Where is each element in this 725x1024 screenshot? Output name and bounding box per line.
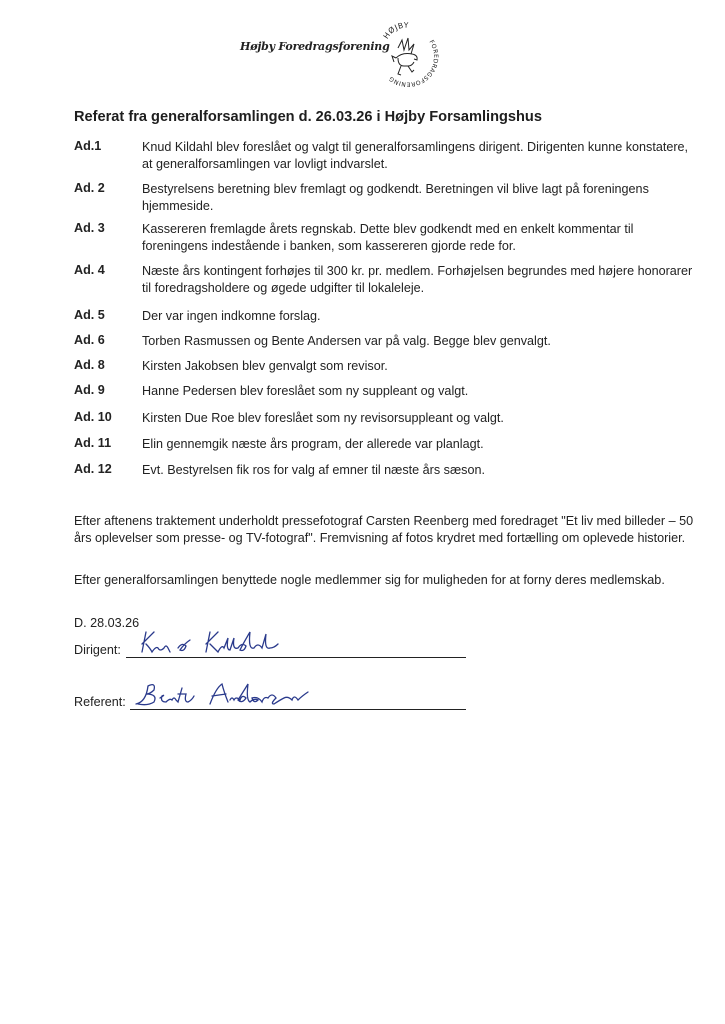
agenda-item-text: Der var ingen indkomne forslag. [142,309,321,323]
signature-label: Dirigent: [74,643,121,657]
agenda-item-number: Ad. 10 [74,410,112,424]
agenda-item-text: Evt. Bestyrelsen fik ros for valg af emner til næste års sæson. [142,463,485,477]
logo-ring-text: FOREDRAGSFORENING [387,38,440,88]
agenda-item-text: Torben Rasmussen og Bente Andersen var på valg. Begge blev genvalgt. [142,334,551,348]
agenda-item-number: Ad. 5 [74,308,105,322]
signature-row-referent [74,672,474,712]
agenda-item-number: Ad. 6 [74,333,105,347]
closing-paragraph: Efter generalforsamlingen benyttede nogle medlemmer sig for muligheden for at forny deres medlemskab. [74,573,665,587]
letterhead [0,0,725,100]
organization-name: Højby Foredragsforening [240,40,390,53]
agenda-item-text: Næste års kontingent forhøjes til 300 kr. pr. medlem. Forhøjelsen begrundes med højere honorarer til foredragsholdere og øgede udgifter til lokaleleje. [142,264,693,295]
agenda-item-number: Ad.1 [74,139,102,153]
svg-text:HØJBY [381,22,409,40]
closing-paragraph: Efter aftenens traktement underholdt pressefotograf Carsten Reenberg med foredraget "Et liv med billeder – 50 års oplevelser som presse- og TV-fotograf". Fremvisning af fotos krydret med fortælling om oplevede historier. [74,514,694,545]
agenda-item-number: Ad. 11 [74,436,112,450]
agenda-item-text: Bestyrelsens beretning blev fremlagt og godkendt. Beretningen vil blive lagt på foreningens hjemmeside. [142,182,649,213]
pegasus-logo [368,22,444,94]
agenda-item-text: Kirsten Due Roe blev foreslået som ny revisorsuppleant og valgt. [142,411,504,425]
agenda-item-number: Ad. 8 [74,358,105,372]
logo-top-text: HØJBY [381,22,410,41]
agenda-item-number: Ad. 4 [74,263,105,277]
agenda-item-text: Kirsten Jakobsen blev genvalgt som revisor. [142,359,388,373]
pegasus-icon [392,38,417,75]
agenda-item-number: Ad. 2 [74,181,105,195]
agenda-item-number: Ad. 3 [74,221,105,235]
agenda-item-text: Elin gennemgik næste års program, der allerede var planlagt. [142,437,484,451]
agenda-item-number: Ad. 9 [74,383,105,397]
signature-label: Referent: [74,695,126,709]
handwritten-signature [132,678,352,710]
agenda-item-text: Kassereren fremlagde årets regnskab. Dette blev godkendt med en enkelt kommentar til foreningens indestående i banken, som kassereren gjorde rede for. [142,222,634,253]
document-date: D. 28.03.26 [74,616,140,630]
agenda-item-text: Hanne Pedersen blev foreslået som ny suppleant og valgt. [142,384,469,398]
document-title: Referat fra generalforsamlingen d. 26.03.26 i Højby Forsamlingshus [74,109,542,125]
signature-row-dirigent [74,620,474,660]
agenda-item-number: Ad. 12 [74,462,112,476]
agenda-item-text: Knud Kildahl blev foreslået og valgt til generalforsamlingens dirigent. Dirigenten kunne konstatere, at generalforsamlingen var lovligt indvarslet. [142,140,689,171]
handwritten-signature [138,626,338,658]
